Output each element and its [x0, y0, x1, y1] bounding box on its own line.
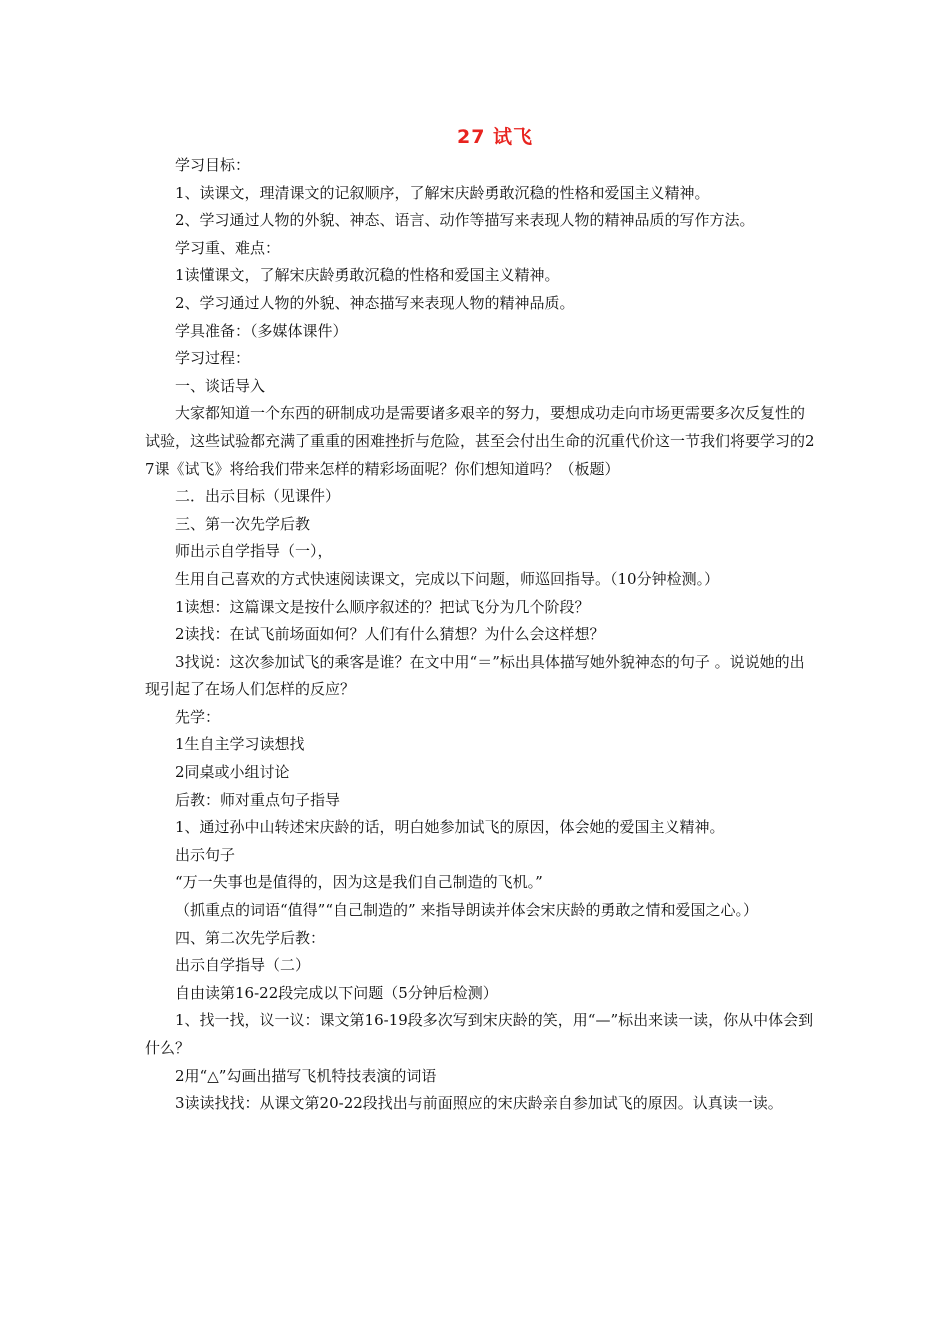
paragraph: 3找说：这次参加试飞的乘客是谁？在文中用“＝”标出具体描写她外貌神态的句子 。说说她的出现引起了在场人们怎样的反应？ [145, 652, 805, 699]
paragraph: 1读想：这篇课文是按什么顺序叙述的？把试飞分为几个阶段？ [175, 597, 590, 616]
paragraph: （抓重点的词语“值得”“自己制造的” 来指导朗读并体会宋庆龄的勇敢之情和爱国之心。） [175, 901, 758, 920]
paragraph: 师出示自学指导（一）， [175, 542, 333, 561]
paragraph: 1读懂课文，了解宋庆龄勇敢沉稳的性格和爱国主义精神。 [175, 266, 560, 285]
paragraph: 1、找一找，议一议：课文第16-19段多次写到宋庆龄的笑，用“—”标出来读一读，你从中体会到什么？ [145, 1011, 814, 1057]
paragraph: 2同桌或小组讨论 [175, 763, 290, 782]
page-title: 27 试飞 [456, 126, 534, 148]
paragraph: 2用“△”勾画出描写飞机特技表演的词语 [175, 1066, 437, 1085]
paragraph: 大家都知道一个东西的研制成功是需要诸多艰辛的努力，要想成功走向市场更需要多次反复性的试验，这些试验都充满了重重的困难挫折与危险，甚至会付出生命的沉重代价这一节我们将要学习的27课《试飞》将给我们带来怎样的精彩场面呢？你们想知道吗？（板题） [145, 404, 815, 478]
paragraph: 学习重、难点： [175, 238, 281, 257]
paragraph: 学具准备：（多媒体课件） [175, 321, 348, 340]
paragraph: 出示句子 [175, 845, 236, 864]
paragraph: 四、第二次先学后教： [175, 928, 326, 947]
paragraph: 一、谈话导入 [175, 376, 266, 395]
document-body [145, 152, 815, 1118]
paragraph: 后教：师对重点句子指导 [175, 790, 341, 809]
paragraph: 2读找：在试飞前场面如何？人们有什么猜想？为什么会这样想？ [175, 625, 605, 644]
paragraph: 1生自主学习读想找 [175, 735, 305, 754]
paragraph: 1、通过孙中山转述宋庆龄的话，明白她参加试飞的原因，体会她的爱国主义精神。 [175, 818, 725, 837]
paragraph: 三、第一次先学后教 [175, 514, 311, 533]
paragraph: 学习过程： [175, 349, 251, 368]
paragraph: 生用自己喜欢的方式快速阅读课文，完成以下问题，师巡回指导。（10分钟检测。） [175, 569, 720, 588]
paragraph: 自由读第16-22段完成以下问题（5分钟后检测） [175, 983, 498, 1002]
paragraph: “万一失事也是值得的，因为这是我们自己制造的飞机。” [175, 873, 543, 892]
paragraph: 1、读课文，理清课文的记叙顺序，了解宋庆龄勇敢沉稳的性格和爱国主义精神。 [175, 183, 710, 202]
paragraph: 学习目标： [175, 156, 251, 174]
paragraph: 二．出示目标（见课件） [175, 487, 341, 506]
paragraph: 2、学习通过人物的外貌、神态描写来表现人物的精神品质。 [175, 293, 575, 312]
paragraph: 先学： [175, 707, 221, 726]
paragraph: 出示自学指导（二） [175, 956, 311, 975]
paragraph: 3读读找找：从课文第20-22段找出与前面照应的宋庆龄亲自参加试飞的原因。认真读一读。 [175, 1094, 783, 1113]
paragraph: 2、学习通过人物的外貌、神态、语言、动作等描写来表现人物的精神品质的写作方法。 [175, 211, 755, 230]
